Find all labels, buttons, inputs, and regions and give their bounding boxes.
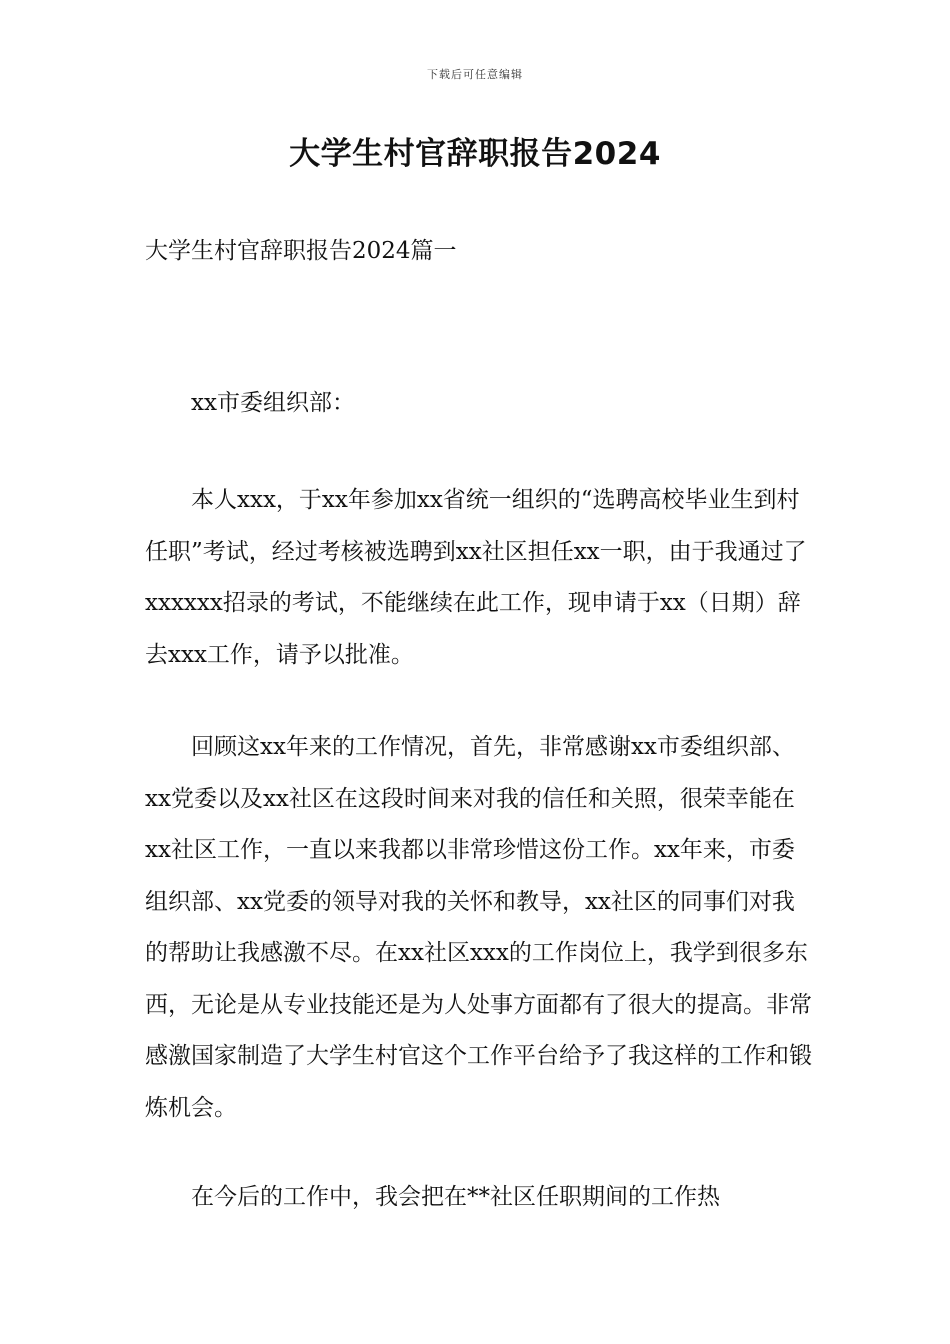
header-note: 下载后可任意编辑 (427, 68, 523, 81)
paragraph-text: 在今后的工作中，我会把在**社区任职期间的工作热 (191, 1184, 720, 1210)
salutation-text: xx市委组织部： (191, 390, 355, 416)
document-title: 大学生村官辞职报告2024 (289, 136, 661, 172)
salutation (145, 378, 815, 430)
paragraph-text: 回顾这xx年来的工作情况，首先，非常感谢xx市委组织部、xx党委以及xx社区在这段时间来对我的信任和关照，很荣幸能在xx社区工作，一直以来我都以非常珍惜这份工作。xx年来，市委组织部、xx党委的领导对我的关怀和教导，xx社区的同事们对我的帮助让我感激不尽。在xx社区xxx的工作岗位上，我学到很多东西，无论是从专业技能还是为人处事方面都有了很大的提高。非常感激国家制造了大学生村官这个工作平台给予了我这样的工作和锻炼机会。 (145, 734, 812, 1121)
document-subtitle: 大学生村官辞职报告2024篇一 (145, 238, 457, 264)
paragraph-text: 本人xxx，于xx年参加xx省统一组织的“选聘高校毕业生到村任职”考试，经过考核被选聘到xx社区担任xx一职，由于我通过了xxxxxx招录的考试，不能继续在此工作，现申请于xx（日期）辞去xxx工作，请予以批准。 (145, 487, 807, 668)
paragraph-2 (145, 722, 815, 1134)
paragraph-3 (145, 1172, 815, 1224)
paragraph-1 (145, 475, 815, 681)
